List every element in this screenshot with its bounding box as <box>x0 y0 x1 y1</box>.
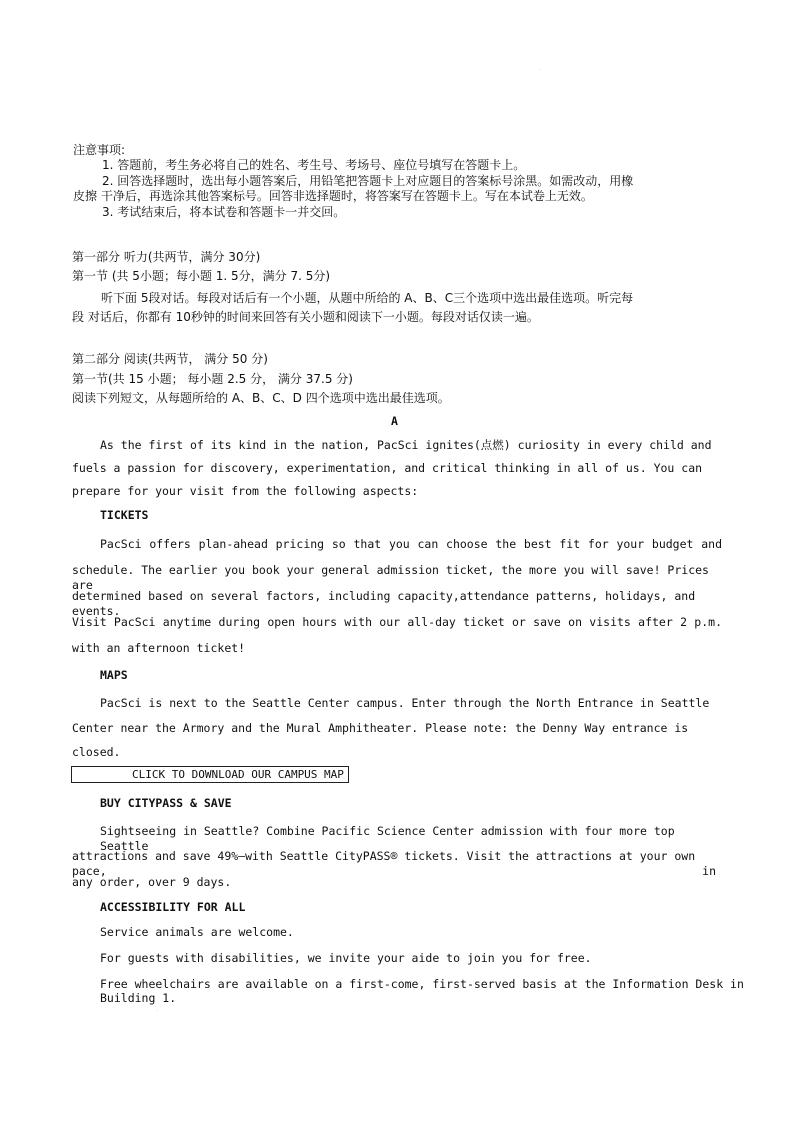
part1-instructions-a: 听下面 5段对话。每段对话后有一个小题，从题中所给的 A、B、C三个选项中选出最佳选项。听完每 <box>101 291 634 305</box>
part2-section: 第一节(共 15 小题； 每小题 2.5 分， 满分 37.5 分) <box>72 372 353 386</box>
tickets-line-4: Visit PacSci anytime during open hours with our all-day ticket or save on visits after 2 p.m. <box>72 615 722 629</box>
citypass-heading: BUY CITYPASS & SAVE <box>100 796 232 810</box>
notice-item-1: 1. 答题前，考生务必将自己的姓名、考生号、考场号、座位号填写在答题卡上。 <box>102 158 526 172</box>
passage-letter: A <box>391 414 398 428</box>
intro-line-1: As the first of its kind in the nation, PacSci ignites(点燃) curiosity in every child and <box>100 438 712 452</box>
notice-item-3: 3. 考试结束后，将本试卷和答题卡一并交回。 <box>102 205 346 219</box>
notice-title: 注意事项: <box>73 143 126 157</box>
accessibility-line-3b: Building 1. <box>100 991 177 1005</box>
citypass-line-1: Sightseeing in Seattle? Combine Pacific Science Center admission with four more top Seattle <box>100 824 675 853</box>
part1-section: 第一节 (共 5小题；每小题 1. 5分，满分 7. 5分) <box>72 269 331 283</box>
tickets-line-3: determined based on several factors, including capacity,attendance patterns, holidays, and events. <box>72 589 696 618</box>
tickets-line-5: with an afternoon ticket! <box>72 641 246 655</box>
intro-line-3: prepare for your visit from the following aspects: <box>72 484 419 498</box>
intro-line-2: fuels a passion for discovery, experimentation, and critical thinking in all of us. You can <box>72 461 703 475</box>
part1-title: 第一部分 听力(共两节，满分 30分) <box>72 250 261 264</box>
citypass-line-3: any order, over 9 days. <box>72 875 232 889</box>
part2-instructions: 阅读下列短文，从每题所给的 A、B、C、D 四个选项中选出最佳选项。 <box>72 391 450 405</box>
maps-line-2: Center near the Armory and the Mural Amphitheater. Please note: the Denny Way entrance is <box>72 721 689 735</box>
notice-item-2b: 皮擦 干净后，再选涂其他答案标号。回答非选择题时，将答案写在答题卡上。写在本试卷上无效。 <box>73 189 593 203</box>
download-campus-map-button[interactable]: CLICK TO DOWNLOAD OUR CAMPUS MAP <box>71 766 349 783</box>
accessibility-heading: ACCESSIBILITY FOR ALL <box>100 900 246 914</box>
notice-item-2a: 2. 回答选择题时，选出每小题答案后，用铅笔把答题卡上对应题目的答案标号涂黑。如需改动，用橡 <box>102 174 634 188</box>
accessibility-line-3a: Free wheelchairs are available on a first-come, first-served basis at the Information Desk in <box>100 977 744 991</box>
accessibility-line-1: Service animals are welcome. <box>100 925 294 939</box>
part2-title: 第二部分 阅读(共两节， 满分 50 分) <box>72 352 268 366</box>
citypass-line-2: attractions and save 49%—with Seattle CityPASS® tickets. Visit the attractions at your own pace, in <box>72 849 716 878</box>
maps-line-1: PacSci is next to the Seattle Center campus. Enter through the North Entrance in Seattle <box>100 696 710 710</box>
tickets-line-1: PacSci offers plan-ahead pricing so that you can choose the best fit for your budget and <box>100 537 722 551</box>
header-dot: . <box>538 66 541 71</box>
footer-dot: . <box>156 1007 159 1012</box>
accessibility-line-2: For guests with disabilities, we invite your aide to join you for free. <box>100 951 592 965</box>
tickets-line-2: schedule. The earlier you book your general admission ticket, the more you will save! Prices are <box>72 563 709 592</box>
tickets-heading: TICKETS <box>100 508 149 522</box>
part1-instructions-b: 段 对话后，你都有 10秒钟的时间来回答有关小题和阅读下一小题。每段对话仅读一遍。 <box>72 310 539 324</box>
maps-heading: MAPS <box>100 668 128 682</box>
maps-line-3: closed. <box>72 745 121 759</box>
